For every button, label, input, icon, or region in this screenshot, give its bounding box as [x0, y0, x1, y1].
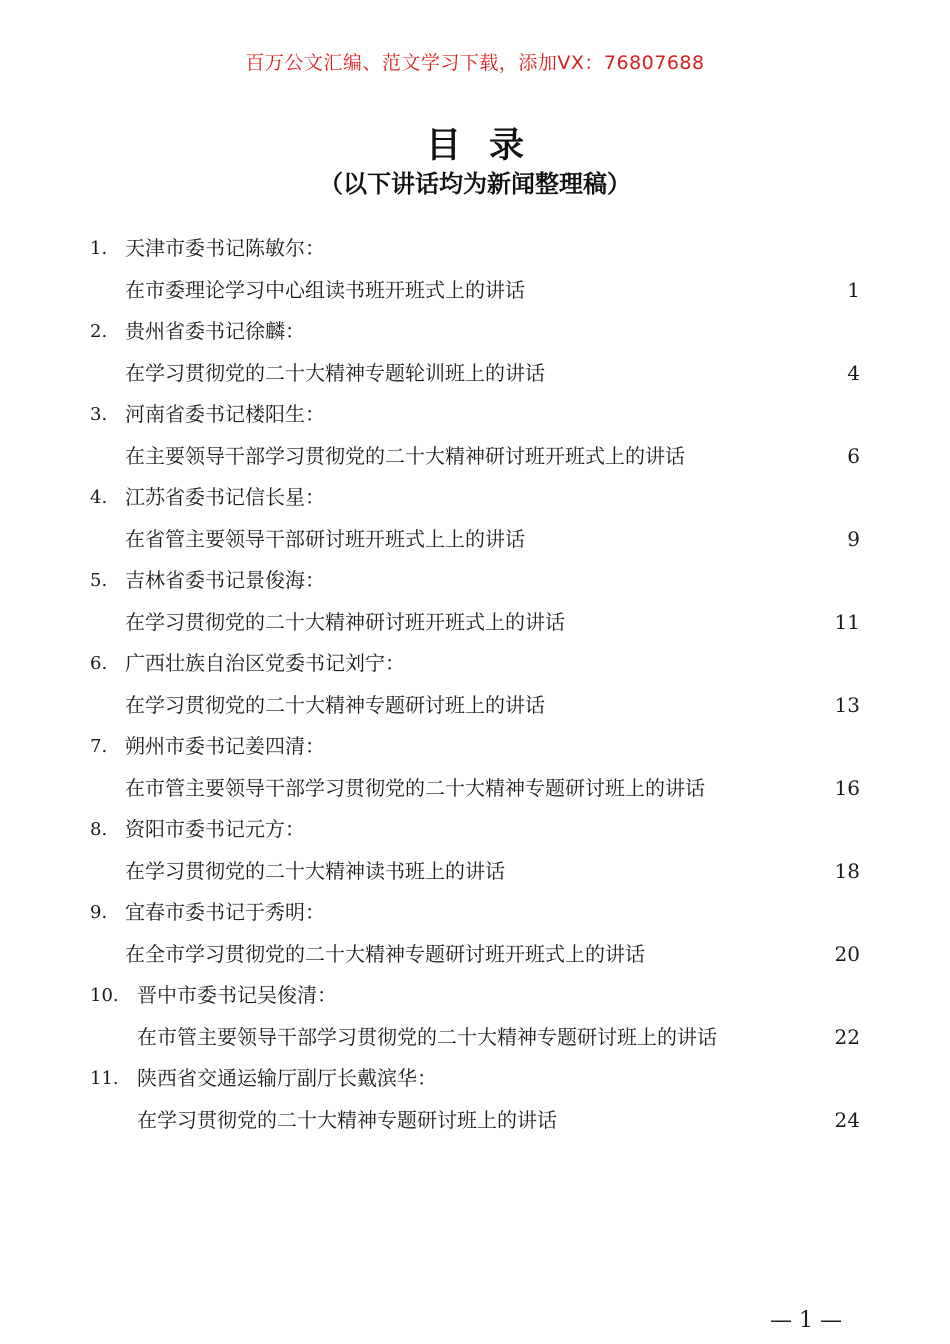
toc-entry [0, 394, 950, 477]
toc-entry-speech[interactable]: 在学习贯彻党的二十大精神专题研讨班上的讲话 [125, 692, 545, 717]
toc-entry-speech[interactable]: 在市委理论学习中心组读书班开班式上的讲话 [125, 277, 525, 302]
toc-entry [0, 1058, 950, 1141]
page-number: — 1 — [770, 1308, 842, 1333]
toc-entry-page: 6 [847, 443, 860, 468]
table-of-contents [0, 228, 950, 1141]
toc-entry-speech[interactable]: 在市管主要领导干部学习贯彻党的二十大精神专题研讨班上的讲话 [137, 1024, 717, 1049]
toc-entry-page: 1 [847, 277, 860, 302]
toc-entry-page: 9 [847, 526, 860, 551]
toc-entry-number: 8. [90, 819, 108, 840]
toc-entry-number: 6. [90, 653, 108, 674]
toc-entry [0, 311, 950, 394]
toc-entry-speech[interactable]: 在学习贯彻党的二十大精神读书班上的讲话 [125, 858, 505, 883]
toc-entry-speaker: 晋中市委书记吴俊清： [137, 983, 337, 1007]
toc-entry-speaker: 天津市委书记陈敏尔： [125, 236, 325, 260]
toc-entry-speech[interactable]: 在主要领导干部学习贯彻党的二十大精神研讨班开班式上的讲话 [125, 443, 685, 468]
toc-entry-speaker: 广西壮族自治区党委书记刘宁： [125, 651, 405, 675]
toc-entry [0, 809, 950, 892]
toc-entry [0, 643, 950, 726]
toc-entry-page: 16 [834, 775, 860, 800]
page-title: 目录 [425, 126, 552, 166]
toc-entry-number: 2. [90, 321, 108, 342]
toc-entry-number: 4. [90, 487, 108, 508]
toc-entry-page: 11 [834, 609, 860, 634]
toc-entry [0, 975, 950, 1058]
toc-entry-speech[interactable]: 在学习贯彻党的二十大精神专题研讨班上的讲话 [137, 1107, 557, 1132]
toc-entry-speaker: 江苏省委书记信长星： [125, 485, 325, 509]
toc-entry-speech[interactable]: 在学习贯彻党的二十大精神专题轮训班上的讲话 [125, 360, 545, 385]
toc-entry-speaker: 河南省委书记楼阳生： [125, 402, 325, 426]
toc-entry [0, 560, 950, 643]
toc-entry-page: 20 [834, 941, 860, 966]
watermark-text: 百万公文汇编、范文学习下载，添加VX：76807688 [245, 52, 705, 74]
toc-entry [0, 892, 950, 975]
toc-entry-number: 1. [90, 238, 108, 259]
toc-entry-page: 22 [834, 1024, 860, 1049]
toc-entry [0, 477, 950, 560]
toc-entry [0, 726, 950, 809]
toc-entry-speaker: 陕西省交通运输厅副厅长戴滨华： [137, 1066, 437, 1090]
toc-entry-speaker: 宜春市委书记于秀明： [125, 900, 325, 924]
toc-entry [0, 228, 950, 311]
toc-entry-page: 13 [834, 692, 860, 717]
toc-entry-speaker: 吉林省委书记景俊海： [125, 568, 325, 592]
page-subtitle: （以下讲话均为新闻整理稿） [319, 170, 631, 198]
toc-entry-speech[interactable]: 在省管主要领导干部研讨班开班式上上的讲话 [125, 526, 525, 551]
toc-entry-number: 5. [90, 570, 108, 591]
toc-entry-speech[interactable]: 在学习贯彻党的二十大精神研讨班开班式上的讲话 [125, 609, 565, 634]
toc-entry-page: 24 [834, 1107, 860, 1132]
toc-entry-speech[interactable]: 在全市学习贯彻党的二十大精神专题研讨班开班式上的讲话 [125, 941, 645, 966]
toc-entry-page: 18 [834, 858, 860, 883]
toc-entry-number: 7. [90, 736, 108, 757]
toc-entry-page: 4 [847, 360, 860, 385]
toc-entry-number: 9. [90, 902, 108, 923]
toc-entry-speaker: 贵州省委书记徐麟： [125, 319, 305, 343]
toc-entry-speaker: 朔州市委书记姜四清： [125, 734, 325, 758]
toc-entry-speaker: 资阳市委书记元方： [125, 817, 305, 841]
toc-entry-number: 11. [90, 1068, 119, 1089]
toc-entry-speech[interactable]: 在市管主要领导干部学习贯彻党的二十大精神专题研讨班上的讲话 [125, 775, 705, 800]
toc-entry-number: 10. [90, 985, 119, 1006]
toc-entry-number: 3. [90, 404, 108, 425]
